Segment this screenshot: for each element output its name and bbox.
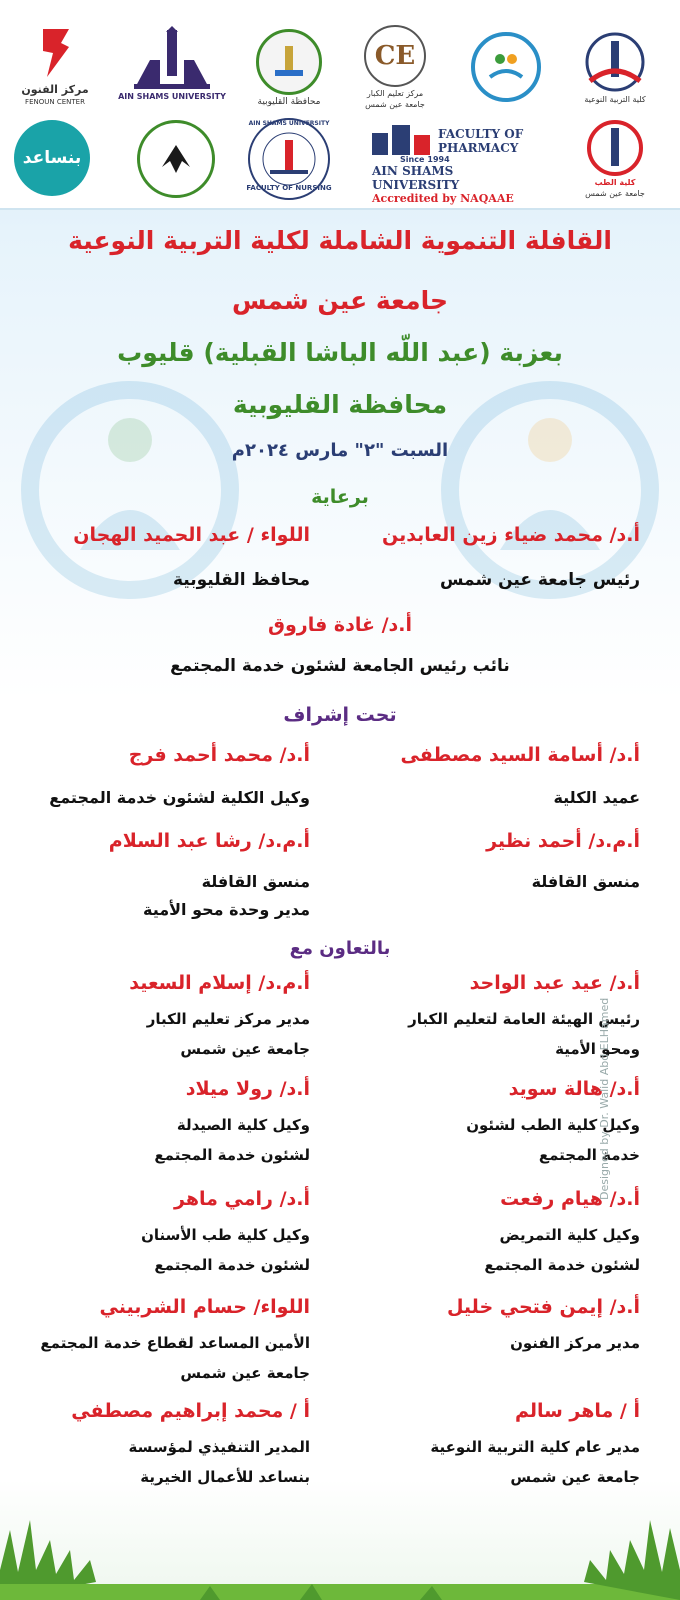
coop-left-role: مدير مركز تعليم الكبار [146, 1010, 310, 1028]
faculty-of-medicine-logo [570, 118, 660, 200]
logo-caption: FENOUN CENTER [25, 97, 85, 106]
logo-caption: مركز تعليم الكبار [366, 89, 424, 98]
bensaed-text: بنساعد [22, 148, 82, 168]
logo-caption: كلية الطب [594, 178, 636, 187]
qalyubia-governorate-logo [252, 26, 326, 110]
coop-left-name: أ.د/ رامي ماهر [174, 1188, 310, 1210]
coop-left-role: الأمين المساعد لقطاع خدمة المجتمع [40, 1334, 310, 1352]
coop-right-role-2: خدمة المجتمع [538, 1146, 640, 1164]
patron-1-role: رئيس جامعة عين شمس [440, 570, 640, 590]
dentistry-emblem-icon [137, 120, 215, 198]
pharmacy-line1: FACULTY OF [438, 127, 524, 141]
supervisor-2-role: وكيل الكلية لشئون خدمة المجتمع [49, 788, 310, 807]
place-line-2: محافظة القليوبية [232, 390, 448, 419]
coop-left-name: أ / محمد إبراهيم مصطفي [71, 1400, 310, 1422]
event-date: السبت "٢" مارس ٢٠٢٤م [231, 440, 449, 461]
supervision-heading: تحت إشراف [283, 704, 397, 726]
title-line-1: القافلة التنموية الشاملة لكلية التربية النوعية [68, 226, 612, 255]
coop-left-name: اللواء/ حسام الشربيني [99, 1296, 310, 1318]
logo-caption: AIN SHAMS UNIVERSITY [118, 91, 226, 101]
coop-left-role: وكيل كلية الصيدلة [176, 1116, 310, 1134]
supervisor-3-name: أ.م.د/ أحمد نظير [486, 830, 640, 852]
grass-decoration-icon [0, 1510, 680, 1600]
coop-right-role: وكيل كلية الطب لشئون [466, 1116, 640, 1134]
logo-caption: مركز الفنون [21, 82, 89, 96]
supervisor-4-role-1: منسق القافلة [201, 872, 310, 891]
coop-right-name: أ.د/ إيمن فتحي خليل [446, 1296, 640, 1318]
coop-right-role-2: جامعة عين شمس [510, 1468, 640, 1486]
coop-left-role-2: لشئون خدمة المجتمع [154, 1146, 310, 1164]
logo-caption: جامعة عين شمس [365, 100, 425, 109]
coop-right-role: رئيس الهيئة العامة لتعليم الكبار [408, 1010, 640, 1028]
ain-shams-tower-icon [130, 26, 214, 90]
faculty-specific-education-logo [572, 24, 658, 110]
designer-credit-text: Designed by Dr. Walid Abd ELHamed [598, 997, 611, 1200]
logo-caption: محافظة القليوبية [257, 97, 321, 107]
bensaed-logo [12, 118, 92, 198]
coop-left-role: المدير التنفيذي لمؤسسة [128, 1438, 310, 1456]
medicine-emblem-icon [580, 120, 650, 176]
coop-right-role: مدير مركز الفنون [510, 1334, 640, 1352]
nursing-ring-text: AIN SHAMS UNIVERSITY [248, 120, 330, 127]
supervisor-4-name: أ.م.د/ رشا عبد السلام [108, 830, 310, 852]
coop-right-role: وكيل كلية التمريض [499, 1226, 640, 1244]
supervisor-2-name: أ.د/ محمد أحمد فرج [128, 744, 310, 766]
faculty-of-dentistry-logo [136, 118, 216, 200]
faculty-of-nursing-logo [244, 114, 334, 204]
coop-left-name: أ.م.د/ إسلام السعيد [129, 972, 310, 994]
logo-caption: FACULTY OF NURSING [246, 184, 332, 192]
bensaed-icon [14, 120, 90, 196]
coop-right-name: أ / ماهر سالم [514, 1400, 640, 1422]
coop-right-name: أ.د/ عيد عبد الواحد [469, 972, 640, 994]
pharmacy-line4: Accredited by NAQAAE [372, 192, 514, 205]
supervisor-3-role: منسق القافلة [531, 872, 640, 891]
ain-shams-university-logo [118, 20, 226, 106]
pharmacy-year: 1994 [427, 155, 450, 164]
supervisor-1-role: عميد الكلية [553, 788, 640, 807]
coop-right-name: أ.د/ هالة سويد [508, 1078, 640, 1100]
coop-right-role-2: لشئون خدمة المجتمع [484, 1256, 640, 1274]
patron-2-name: اللواء / عبد الحميد الهجان [73, 524, 310, 546]
title-line-2: جامعة عين شمس [231, 286, 449, 315]
logos-band [0, 0, 680, 210]
qalyubia-emblem-icon [256, 29, 322, 95]
community-hands-icon [471, 32, 541, 102]
supervisor-4-role-2: مدير وحدة محو الأمية [143, 900, 310, 919]
patron-3-name: أ.د/ غادة فاروق [267, 614, 413, 636]
pharmacy-line2: PHARMACY [438, 141, 519, 155]
community-service-logo [466, 24, 546, 110]
coop-left-role-2: جامعة عين شمس [180, 1040, 310, 1058]
coop-left-role-2: لشئون خدمة المجتمع [154, 1256, 310, 1274]
pharmacy-buildings-icon [372, 115, 434, 155]
coop-left-role-2: بنساعد للأعمال الخيرية [140, 1468, 310, 1486]
faculty-of-pharmacy-logo [372, 122, 542, 205]
place-line-1: بعزبة (عبد اللّه الباشا القبلية) قليوب [117, 338, 563, 367]
fenoun-center-logo [20, 24, 90, 106]
coop-right-role-2: ومحو الأمية [555, 1040, 640, 1058]
cooperation-heading: بالتعاون مع [289, 938, 391, 959]
patronage-heading: برعاية [311, 486, 369, 508]
adult-education-icon: CE [364, 25, 426, 87]
fenoun-center-icon [35, 25, 75, 81]
logo-caption: كلية التربية النوعية [584, 94, 646, 104]
coop-left-role: وكيل كلية طب الأسنان [141, 1226, 310, 1244]
pharmacy-since: Since [400, 155, 425, 164]
patron-2-role: محافظ القليوبية [172, 570, 310, 590]
supervisor-1-name: أ.د/ أسامة السيد مصطفى [400, 744, 640, 766]
coop-left-name: أ.د/ رولا ميلاد [185, 1078, 310, 1100]
coop-right-name: أ.د/ هيام رفعت [500, 1188, 640, 1210]
pharmacy-line3: AIN SHAMS UNIVERSITY [372, 164, 460, 192]
adult-education-center-logo [358, 24, 432, 110]
patron-3-role: نائب رئيس الجامعة لشئون خدمة المجتمع [170, 656, 510, 676]
coop-right-role: مدير عام كلية التربية النوعية [430, 1438, 640, 1456]
patron-1-name: أ.د/ محمد ضياء زين العابدين [381, 524, 640, 546]
coop-left-role-2: جامعة عين شمس [180, 1364, 310, 1382]
logo-caption: جامعة عين شمس [585, 189, 645, 198]
faculty-specific-education-icon [580, 31, 650, 93]
